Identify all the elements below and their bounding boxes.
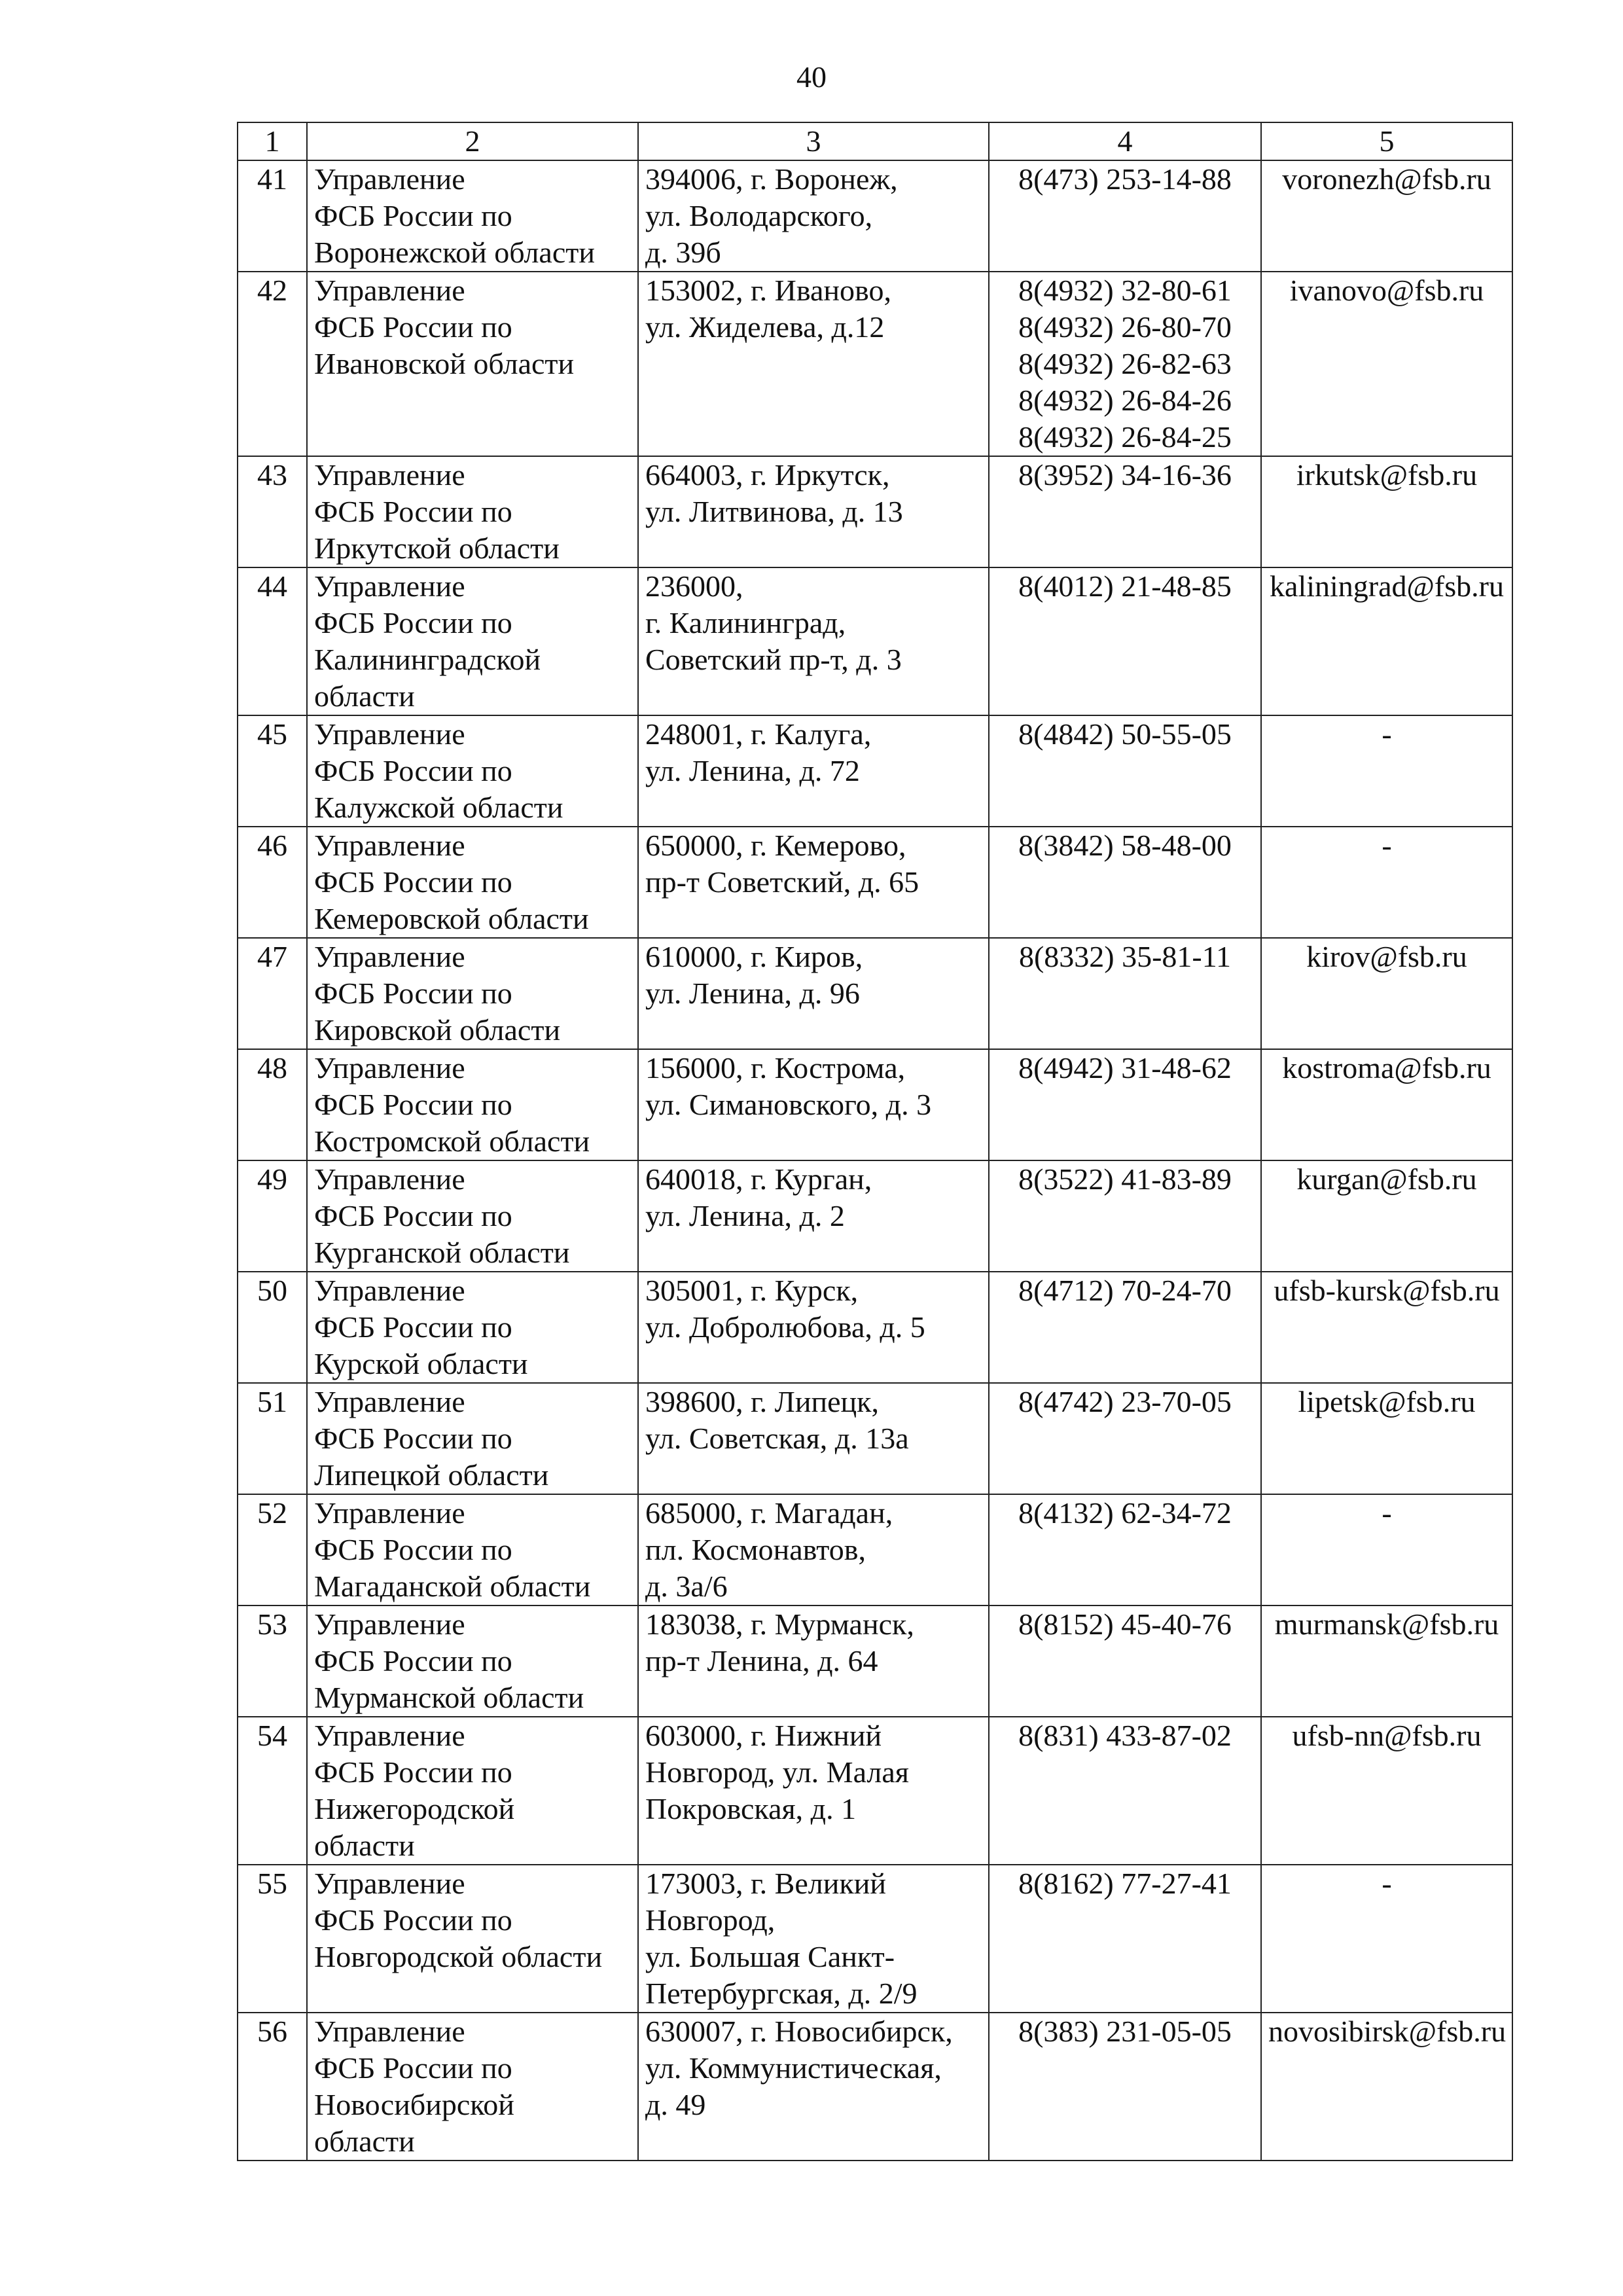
- row-number: 41: [238, 160, 307, 272]
- organization-line: Кировской области: [314, 1013, 561, 1047]
- row-number: 50: [238, 1272, 307, 1383]
- row-number: 53: [238, 1605, 307, 1717]
- phone-number: 8(4132) 62-34-72: [1018, 1496, 1232, 1530]
- address-line: пр-т Ленина, д. 64: [645, 1644, 878, 1677]
- email-cell: kostroma@fsb.ru: [1261, 1049, 1512, 1160]
- organization-cell: [307, 1865, 638, 2013]
- phone-number: 8(8162) 77-27-41: [1018, 1867, 1232, 1900]
- organization-line: Липецкой области: [314, 1458, 549, 1492]
- organization-line: области: [314, 1829, 415, 1862]
- organization-line: Управление: [314, 1162, 465, 1196]
- email-cell: kirov@fsb.ru: [1261, 938, 1512, 1049]
- organization-line: ФСБ России по: [314, 2051, 512, 2085]
- fsb-contacts-table: [237, 122, 1513, 2161]
- email-cell: lipetsk@fsb.ru: [1261, 1383, 1512, 1494]
- organization-line: Управление: [314, 2015, 465, 2048]
- organization-cell: [307, 1717, 638, 1865]
- address-cell: [638, 272, 989, 456]
- email-cell: ufsb-kursk@fsb.ru: [1261, 1272, 1512, 1383]
- address-line: ул. Володарского,: [645, 199, 873, 232]
- organization-line: Курганской области: [314, 1236, 570, 1269]
- organization-line: Управление: [314, 1867, 465, 1900]
- row-number: 51: [238, 1383, 307, 1494]
- organization-line: ФСБ России по: [314, 865, 512, 899]
- table-row: [238, 1383, 1512, 1494]
- table-row: [238, 715, 1512, 827]
- address-cell: [638, 1383, 989, 1494]
- organization-line: ФСБ России по: [314, 1199, 512, 1232]
- address-line: ул. Большая Санкт-: [645, 1940, 895, 1973]
- header-col-number: 1: [238, 122, 307, 160]
- organization-line: Управление: [314, 1385, 465, 1418]
- phone-number: 8(8152) 45-40-76: [1018, 1607, 1232, 1641]
- organization-line: Управление: [314, 1496, 465, 1530]
- phone-cell: [989, 1865, 1261, 2013]
- row-number: 52: [238, 1494, 307, 1605]
- address-cell: [638, 456, 989, 567]
- address-line: ул. Ленина, д. 2: [645, 1199, 845, 1232]
- address-line: 610000, г. Киров,: [645, 940, 863, 973]
- address-line: 183038, г. Мурманск,: [645, 1607, 914, 1641]
- address-line: ул. Коммунистическая,: [645, 2051, 942, 2085]
- phone-cell: [989, 160, 1261, 272]
- organization-line: Управление: [314, 569, 465, 603]
- email-cell: -: [1261, 1494, 1512, 1605]
- organization-cell: [307, 1272, 638, 1383]
- organization-line: Управление: [314, 1051, 465, 1085]
- table-row: [238, 160, 1512, 272]
- address-line: 650000, г. Кемерово,: [645, 829, 906, 862]
- address-line: пр-т Советский, д. 65: [645, 865, 919, 899]
- phone-number: 8(3842) 58-48-00: [1018, 829, 1232, 862]
- address-line: 173003, г. Великий: [645, 1867, 886, 1900]
- page-number: 40: [796, 60, 827, 94]
- organization-line: ФСБ России по: [314, 1644, 512, 1677]
- organization-line: ФСБ России по: [314, 1903, 512, 1937]
- address-line: 305001, г. Курск,: [645, 1274, 859, 1307]
- address-line: г. Калининград,: [645, 606, 846, 639]
- header-col-organization: 2: [307, 122, 638, 160]
- organization-line: Калужской области: [314, 791, 563, 824]
- phone-cell: [989, 456, 1261, 567]
- email-cell: -: [1261, 715, 1512, 827]
- address-line: 156000, г. Кострома,: [645, 1051, 906, 1085]
- address-cell: [638, 938, 989, 1049]
- organization-line: Курской области: [314, 1347, 528, 1380]
- address-line: д. 3а/6: [645, 1570, 728, 1603]
- phone-number: 8(4842) 50-55-05: [1018, 717, 1232, 751]
- organization-line: ФСБ России по: [314, 199, 512, 232]
- row-number: 45: [238, 715, 307, 827]
- address-line: Новгород,: [645, 1903, 776, 1937]
- email-cell: irkutsk@fsb.ru: [1261, 456, 1512, 567]
- header-col-address: 3: [638, 122, 989, 160]
- phone-number: 8(3952) 34-16-36: [1018, 458, 1232, 492]
- address-line: пл. Космонавтов,: [645, 1533, 866, 1566]
- organization-line: Кемеровской области: [314, 902, 589, 935]
- organization-line: Управление: [314, 717, 465, 751]
- table-row: [238, 1717, 1512, 1865]
- address-line: Петербургская, д. 2/9: [645, 1977, 918, 2010]
- phone-number: 8(383) 231-05-05: [1018, 2015, 1232, 2048]
- address-cell: [638, 827, 989, 938]
- phone-number: 8(4932) 32-80-61: [1018, 274, 1232, 307]
- address-line: ул. Жиделева, д.12: [645, 310, 885, 344]
- organization-line: Новгородской области: [314, 1940, 603, 1973]
- phone-cell: [989, 1272, 1261, 1383]
- organization-cell: [307, 1049, 638, 1160]
- phone-cell: [989, 1605, 1261, 1717]
- address-cell: [638, 1605, 989, 1717]
- header-row: [238, 122, 1512, 160]
- row-number: 55: [238, 1865, 307, 2013]
- row-number: 56: [238, 2013, 307, 2161]
- address-cell: [638, 2013, 989, 2161]
- organization-line: Иркутской области: [314, 531, 560, 565]
- phone-cell: [989, 1717, 1261, 1865]
- phone-number: 8(4742) 23-70-05: [1018, 1385, 1232, 1418]
- email-cell: -: [1261, 827, 1512, 938]
- row-number: 44: [238, 567, 307, 715]
- phone-cell: [989, 1494, 1261, 1605]
- organization-line: ФСБ России по: [314, 495, 512, 528]
- table-row: [238, 567, 1512, 715]
- table-row: [238, 456, 1512, 567]
- organization-line: Управление: [314, 829, 465, 862]
- phone-number: 8(4932) 26-80-70: [1018, 310, 1232, 344]
- address-line: 398600, г. Липецк,: [645, 1385, 879, 1418]
- phone-cell: [989, 2013, 1261, 2161]
- phone-number: 8(4932) 26-84-25: [1018, 420, 1232, 454]
- address-line: ул. Ленина, д. 96: [645, 977, 860, 1010]
- organization-line: Калининградской: [314, 643, 541, 676]
- email-cell: kurgan@fsb.ru: [1261, 1160, 1512, 1272]
- organization-cell: [307, 938, 638, 1049]
- phone-cell: [989, 272, 1261, 456]
- organization-line: Управление: [314, 162, 465, 196]
- address-line: 394006, г. Воронеж,: [645, 162, 898, 196]
- email-cell: novosibirsk@fsb.ru: [1261, 2013, 1512, 2161]
- organization-cell: [307, 272, 638, 456]
- organization-line: Управление: [314, 274, 465, 307]
- email-cell: -: [1261, 1865, 1512, 2013]
- organization-line: ФСБ России по: [314, 1533, 512, 1566]
- organization-cell: [307, 1605, 638, 1717]
- phone-number: 8(473) 253-14-88: [1018, 162, 1232, 196]
- table-row: [238, 1049, 1512, 1160]
- phone-cell: [989, 1383, 1261, 1494]
- address-line: 603000, г. Нижний: [645, 1719, 882, 1752]
- address-line: ул. Литвинова, д. 13: [645, 495, 903, 528]
- table-row: [238, 2013, 1512, 2161]
- row-number: 46: [238, 827, 307, 938]
- address-cell: [638, 1272, 989, 1383]
- table-row: [238, 1272, 1512, 1383]
- header-col-phone: 4: [989, 122, 1261, 160]
- email-cell: ivanovo@fsb.ru: [1261, 272, 1512, 456]
- row-number: 42: [238, 272, 307, 456]
- address-line: 248001, г. Калуга,: [645, 717, 872, 751]
- address-line: Советский пр-т, д. 3: [645, 643, 902, 676]
- address-line: д. 39б: [645, 236, 721, 269]
- organization-line: Нижегородской: [314, 1792, 515, 1825]
- address-line: ул. Добролюбова, д. 5: [645, 1310, 925, 1344]
- address-line: 640018, г. Курган,: [645, 1162, 872, 1196]
- table-row: [238, 827, 1512, 938]
- organization-line: ФСБ России по: [314, 1310, 512, 1344]
- email-cell: murmansk@fsb.ru: [1261, 1605, 1512, 1717]
- organization-line: области: [314, 679, 415, 713]
- row-number: 54: [238, 1717, 307, 1865]
- organization-line: ФСБ России по: [314, 606, 512, 639]
- address-cell: [638, 567, 989, 715]
- organization-line: Управление: [314, 1607, 465, 1641]
- address-line: 236000,: [645, 569, 743, 603]
- phone-number: 8(4712) 70-24-70: [1018, 1274, 1232, 1307]
- phone-number: 8(3522) 41-83-89: [1018, 1162, 1232, 1196]
- phone-number: 8(4012) 21-48-85: [1018, 569, 1232, 603]
- address-line: ул. Симановского, д. 3: [645, 1088, 932, 1121]
- phone-cell: [989, 715, 1261, 827]
- email-cell: kaliningrad@fsb.ru: [1261, 567, 1512, 715]
- organization-cell: [307, 715, 638, 827]
- organization-cell: [307, 567, 638, 715]
- organization-line: ФСБ России по: [314, 977, 512, 1010]
- phone-number: 8(8332) 35-81-11: [1018, 940, 1232, 973]
- address-line: ул. Советская, д. 13а: [645, 1422, 909, 1455]
- phone-number: 8(4942) 31-48-62: [1018, 1051, 1232, 1085]
- phone-number: 8(4932) 26-82-63: [1018, 347, 1232, 380]
- table-row: [238, 938, 1512, 1049]
- organization-line: Новосибирской: [314, 2088, 514, 2121]
- phone-cell: [989, 1160, 1261, 1272]
- address-line: ул. Ленина, д. 72: [645, 754, 860, 787]
- header-col-email: 5: [1261, 122, 1512, 160]
- organization-line: Мурманской области: [314, 1681, 584, 1714]
- table-body: [238, 160, 1512, 2161]
- table-row: [238, 272, 1512, 456]
- table-row: [238, 1865, 1512, 2013]
- address-cell: [638, 1494, 989, 1605]
- row-number: 49: [238, 1160, 307, 1272]
- phone-number: 8(831) 433-87-02: [1018, 1719, 1232, 1752]
- address-line: Новгород, ул. Малая: [645, 1755, 909, 1789]
- organization-cell: [307, 827, 638, 938]
- organization-cell: [307, 1160, 638, 1272]
- organization-line: Магаданской области: [314, 1570, 591, 1603]
- organization-cell: [307, 1383, 638, 1494]
- organization-line: Управление: [314, 940, 465, 973]
- organization-line: Ивановской области: [314, 347, 575, 380]
- organization-line: Управление: [314, 458, 465, 492]
- organization-line: ФСБ России по: [314, 754, 512, 787]
- organization-line: Воронежской области: [314, 236, 595, 269]
- address-cell: [638, 1160, 989, 1272]
- table-row: [238, 1605, 1512, 1717]
- address-line: д. 49: [645, 2088, 706, 2121]
- address-line: 630007, г. Новосибирск,: [645, 2015, 953, 2048]
- address-cell: [638, 715, 989, 827]
- organization-line: Управление: [314, 1719, 465, 1752]
- row-number: 48: [238, 1049, 307, 1160]
- organization-line: ФСБ России по: [314, 1422, 512, 1455]
- address-line: 153002, г. Иваново,: [645, 274, 891, 307]
- organization-line: области: [314, 2125, 415, 2158]
- table-row: [238, 1494, 1512, 1605]
- organization-cell: [307, 1494, 638, 1605]
- address-line: 664003, г. Иркутск,: [645, 458, 890, 492]
- address-cell: [638, 1865, 989, 2013]
- email-cell: voronezh@fsb.ru: [1261, 160, 1512, 272]
- phone-cell: [989, 1049, 1261, 1160]
- phone-cell: [989, 567, 1261, 715]
- organization-line: ФСБ России по: [314, 1088, 512, 1121]
- address-cell: [638, 1049, 989, 1160]
- address-line: Покровская, д. 1: [645, 1792, 857, 1825]
- address-cell: [638, 160, 989, 272]
- organization-cell: [307, 2013, 638, 2161]
- organization-cell: [307, 160, 638, 272]
- phone-number: 8(4932) 26-84-26: [1018, 384, 1232, 417]
- row-number: 47: [238, 938, 307, 1049]
- email-cell: ufsb-nn@fsb.ru: [1261, 1717, 1512, 1865]
- table-row: [238, 1160, 1512, 1272]
- organization-line: Управление: [314, 1274, 465, 1307]
- organization-line: ФСБ России по: [314, 310, 512, 344]
- organization-cell: [307, 456, 638, 567]
- row-number: 43: [238, 456, 307, 567]
- phone-cell: [989, 827, 1261, 938]
- organization-line: ФСБ России по: [314, 1755, 512, 1789]
- phone-cell: [989, 938, 1261, 1049]
- address-cell: [638, 1717, 989, 1865]
- organization-line: Костромской области: [314, 1124, 590, 1158]
- address-line: 685000, г. Магадан,: [645, 1496, 893, 1530]
